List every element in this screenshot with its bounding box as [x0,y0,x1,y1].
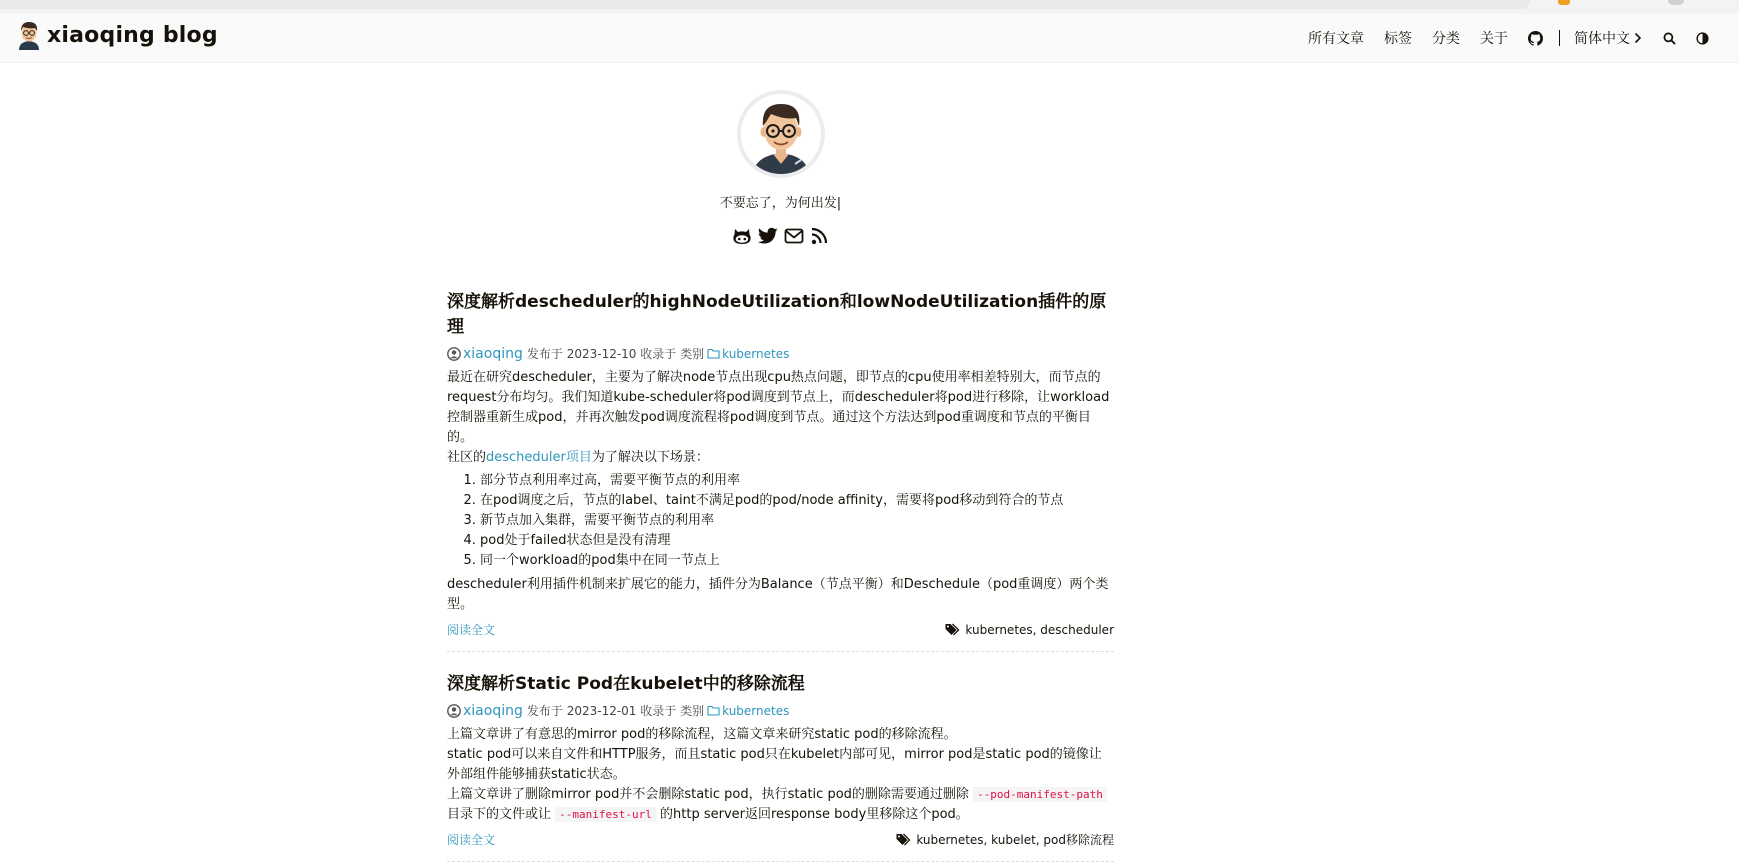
post-excerpt [447,368,1114,615]
paragraph-text: 的http server返回response body里移除这个pod。 [660,807,969,822]
social-links [447,227,1114,249]
theme-toggle-button[interactable] [1696,32,1709,45]
post-category-label: 收录于 类别 [640,347,705,361]
theme-toggle-icon [1696,32,1709,45]
post-category-link[interactable] [707,347,789,361]
post-published-label: 发布于 [526,347,563,361]
list-item: 1. 部分节点利用率过高，需要平衡节点的利用率 [480,471,1114,491]
post-paragraph: descheduler利用插件机制来扩展它的能力，插件分为Balance（节点平衡）和Deschedule（pod重调度）两个类型。 [447,577,1109,612]
descheduler-project-link[interactable]: descheduler项目 [486,450,592,465]
search-icon [1663,32,1676,45]
inline-code: --pod-manifest-path [973,787,1107,802]
site-logo-link[interactable] [16,20,218,50]
language-selector[interactable] [1574,28,1643,48]
post-date: 2023-12-10 [566,346,637,361]
post-title-link[interactable]: 深度解析Static Pod在kubelet中的移除流程 [447,674,805,694]
main-content [447,62,1114,862]
nav-tags[interactable]: 标签 [1384,31,1412,47]
profile-section [447,90,1114,249]
nav-all-posts[interactable]: 所有文章 [1308,31,1364,47]
nav-about[interactable]: 关于 [1480,31,1508,47]
social-rss-link[interactable] [810,227,830,249]
post-title-link[interactable]: 深度解析descheduler的highNodeUtilization和lowNodeUtilization插件的原理 [447,292,1107,337]
github-nav-link[interactable] [1528,31,1543,46]
tags-icon [945,623,961,636]
list-item: 3. 新节点加入集群，需要平衡节点的利用率 [480,511,1114,531]
folder-icon [707,705,720,716]
github-icon [1528,31,1543,46]
post-author-link[interactable]: xiaoqing [463,345,523,362]
list-item: 5. 同一个workload的pod集中在同一节点上 [480,551,1114,571]
extension-icon[interactable] [1558,0,1570,5]
post-category-name: kubernetes [722,346,790,361]
read-more-link[interactable]: 阅读全文 [447,623,496,637]
read-more-link[interactable]: 阅读全文 [447,833,496,847]
nav-divider [1559,30,1560,46]
post-paragraph [447,448,1114,468]
user-circle-icon [447,347,461,361]
post-divider [447,651,1114,652]
post-author-link[interactable]: xiaoqing [463,702,523,719]
profile-subtitle: 不要忘了，为何出发| [719,196,842,211]
profile-icon[interactable] [1668,0,1684,5]
post-tags [945,623,1114,637]
inline-code: --manifest-url [555,807,656,822]
paragraph-text: 社区的 [447,450,487,465]
list-item: 4. pod处于failed状态但是没有清理 [480,531,1114,551]
post-paragraph: 上篇文章讲了有意思的mirror pod的移除流程，这篇文章来研究static pod的移除流程。 [447,727,957,742]
post-summary [447,669,1114,862]
post-paragraph [447,785,1114,825]
chevron-right-icon [1633,32,1643,44]
list-item: 2. 在pod调度之后，节点的label、taint不满足pod的pod/node affinity，需要将pod移动到符合的节点 [480,491,1114,511]
post-meta [447,345,1114,362]
social-email-link[interactable] [784,227,804,249]
post-tags [896,831,1114,848]
paragraph-text: 目录下的文件或让 [447,807,552,822]
site-header [0,14,1739,63]
github-icon [732,227,752,245]
post-category-name: kubernetes [722,703,790,718]
profile-avatar [737,90,825,178]
post-excerpt [447,725,1114,825]
browser-tab-bar [0,0,1530,9]
tag-links[interactable]: kubernetes, kubelet, pod移除流程 [916,833,1114,847]
site-title: xiaoqing blog [47,22,218,48]
post-footer [447,831,1114,848]
post-date: 2023-12-01 [566,703,637,718]
nav-categories[interactable]: 分类 [1432,31,1460,47]
scenario-list [447,471,1114,571]
post-category-label: 收录于 类别 [640,704,705,718]
browser-tab-strip [0,0,1739,14]
avatar-image [741,94,821,174]
post-paragraph: 最近在研究descheduler，主要为了解决node节点出现cpu热点问题，即节点的cpu使用率相差特别大，而节点的request分布均匀。我们知道kube-scheduler将pod调度到节点上，而descheduler将pod进行移除，让workload控制器重新生成pod，并再次触发pod调度流程将pod调度到节点。通过这个方法达到pod重调度和节点的平衡目的。 [447,370,1110,445]
rss-icon [810,227,830,245]
tag-links[interactable]: kubernetes, descheduler [965,622,1114,637]
mail-icon [784,227,804,245]
post-paragraph: static pod可以来自文件和HTTP服务，而且static pod只在kubelet内部可见，mirror pod是static pod的镜像让外部组件能够捕获static状态。 [447,747,1102,782]
tags-icon [896,833,912,846]
search-button[interactable] [1663,32,1676,45]
user-circle-icon [447,704,461,718]
post-summary [447,287,1114,652]
paragraph-text: 上篇文章讲了删除mirror pod并不会删除static pod，执行static pod的删除需要通过删除 [447,787,969,802]
folder-icon [707,348,720,359]
social-twitter-link[interactable] [758,227,778,249]
site-avatar-icon [16,20,42,50]
language-label: 简体中文 [1574,31,1630,47]
social-github-link[interactable] [732,227,752,249]
post-category-link[interactable] [707,704,789,718]
twitter-icon [758,227,778,245]
post-meta [447,702,1114,719]
main-nav [1288,14,1709,62]
paragraph-text: 为了解决以下场景： [591,450,709,465]
post-footer [447,621,1114,638]
post-published-label: 发布于 [526,704,563,718]
